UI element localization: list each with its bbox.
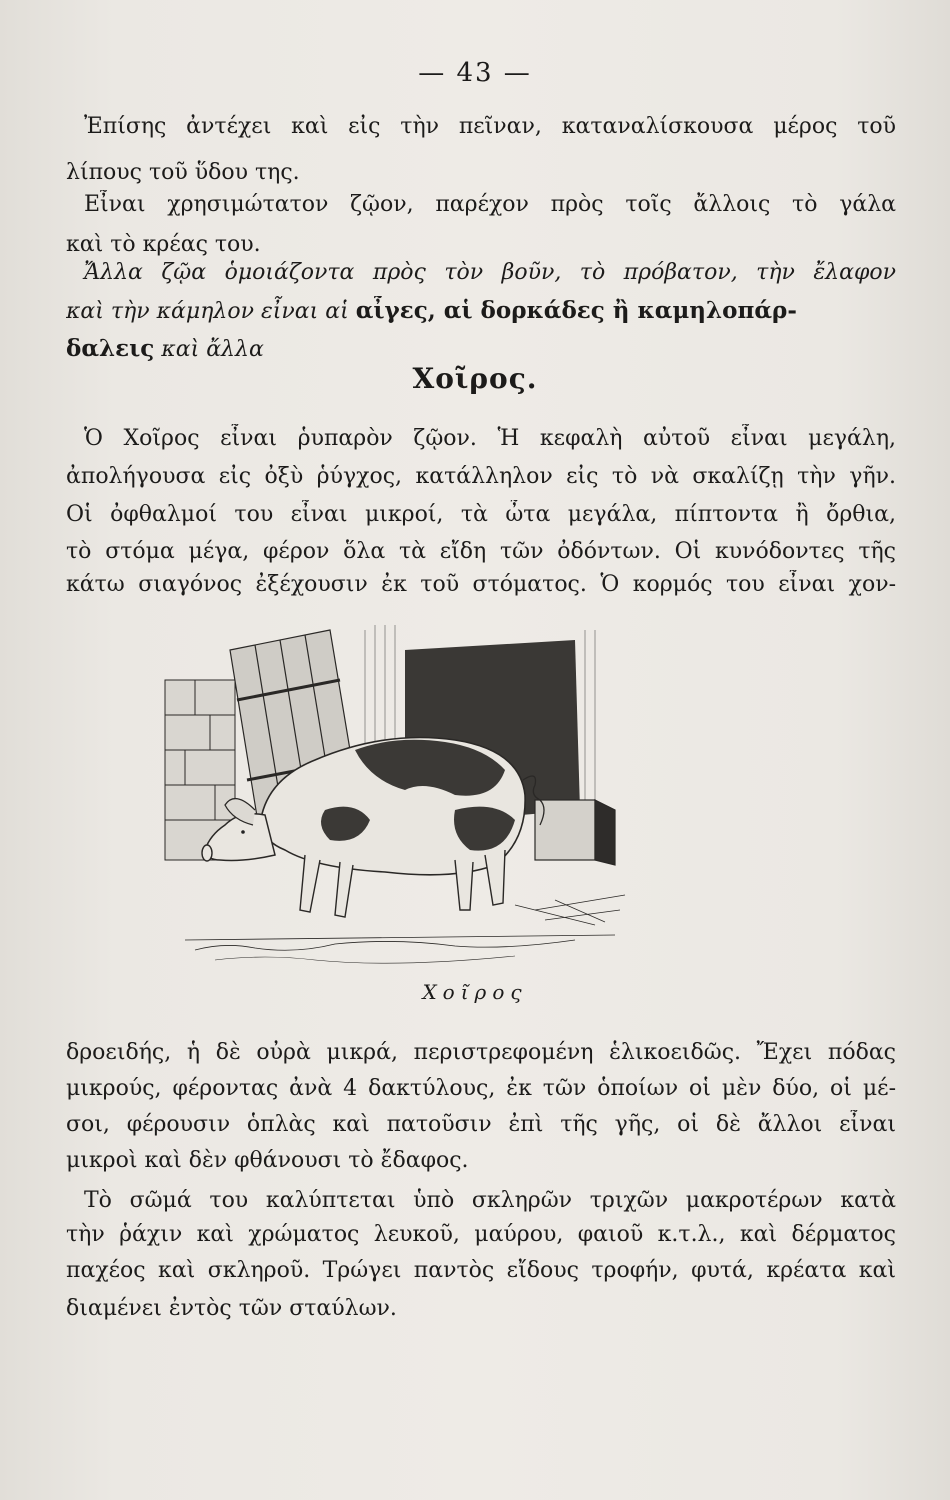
text-span: καὶ τὴν κάμηλον εἶναι αἱ (66, 299, 349, 324)
text-line: τὸ στόμα μέγα, φέρον ὅλα τὰ εἴδη τῶν ὀδόντων. Οἱ κυνόδοντες τῆς (66, 539, 896, 564)
text-line: σοι, φέρουσιν ὁπλὰς καὶ πατοῦσιν ἐπὶ τῆς γῆς, οἱ δὲ ἄλλοι εἶναι (66, 1112, 896, 1137)
text-line: δροειδής, ἡ δὲ οὐρὰ μικρά, περιστρεφομένη ἑλικοειδῶς. Ἔχει πόδας (66, 1040, 896, 1065)
text-line: παχέος καὶ σκληροῦ. Τρώγει παντὸς εἴδους τροφήν, φυτά, κρέατα καὶ (66, 1258, 896, 1283)
text-span: καὶ ἄλλα (161, 337, 264, 362)
text-line: διαμένει ἐντὸς τῶν σταύλων. (66, 1296, 397, 1321)
pig-engraving-illustration (155, 610, 640, 970)
text-line: τὴν ῥάχιν καὶ χρώματος λευκοῦ, μαύρου, φαιοῦ κ.τ.λ., καὶ δέρματος (66, 1222, 896, 1247)
text-line (66, 334, 896, 365)
text-line: μικρούς, φέροντας ἀνὰ 4 δακτύλους, ἐκ τῶν ὁποίων οἱ μὲν δύο, οἱ μέ- (66, 1076, 896, 1101)
text-line (66, 296, 896, 327)
text-line: Οἱ ὀφθαλμοί του εἶναι μικροί, τὰ ὦτα μεγάλα, πίπτοντα ἢ ὄρθια, (66, 502, 896, 527)
text-line: Εἶναι χρησιμώτατον ζῷον, παρέχον πρὸς τοῖς ἄλλοις τὸ γάλα (84, 192, 896, 217)
text-line: μικροὶ καὶ δὲν φθάνουσι τὸ ἔδαφος. (66, 1148, 469, 1173)
text-line: Τὸ σῶμά του καλύπτεται ὑπὸ σκληρῶν τριχῶν μακροτέρων κατὰ (84, 1188, 896, 1213)
text-line: Ὁ Χοῖρος εἶναι ῥυπαρὸν ζῷον. Ἡ κεφαλὴ αὐτοῦ εἶναι μεγάλη, (84, 426, 896, 451)
text-line: λίπους τοῦ ὕδου της. (66, 160, 300, 185)
bold-span: δαλεις (66, 335, 155, 362)
text-line: Ἄλλα ζῷα ὁμοιάζοντα πρὸς τὸν βοῦν, τὸ πρόβατον, τὴν ἔλαφον (84, 260, 896, 285)
figure-caption: Χοῖρος (422, 980, 528, 1004)
stone-block-right (535, 800, 615, 865)
bold-span: αἶγες, αἱ δορκάδες ἢ καμηλοπάρ- (355, 297, 797, 324)
straw (515, 895, 625, 925)
ground-line (185, 935, 615, 940)
text-line: καὶ τὸ κρέας του. (66, 232, 261, 257)
page-number: — 43 — (418, 58, 532, 88)
text-line: ἀπολήγουσα εἰς ὀξὺ ῥύγχος, κατάλληλον εἰς τὸ νὰ σκαλίζῃ τὴν γῆν. (66, 464, 896, 489)
text-line: κάτω σιαγόνος ἐξέχουσιν ἐκ τοῦ στόματος. Ὁ κορμός του εἶναι χον- (66, 572, 896, 597)
section-heading: Χοῖρος. (412, 362, 538, 395)
text-line: Ἐπίσης ἀντέχει καὶ εἰς τὴν πεῖναν, καταναλίσκουσα μέρος τοῦ (84, 114, 896, 139)
